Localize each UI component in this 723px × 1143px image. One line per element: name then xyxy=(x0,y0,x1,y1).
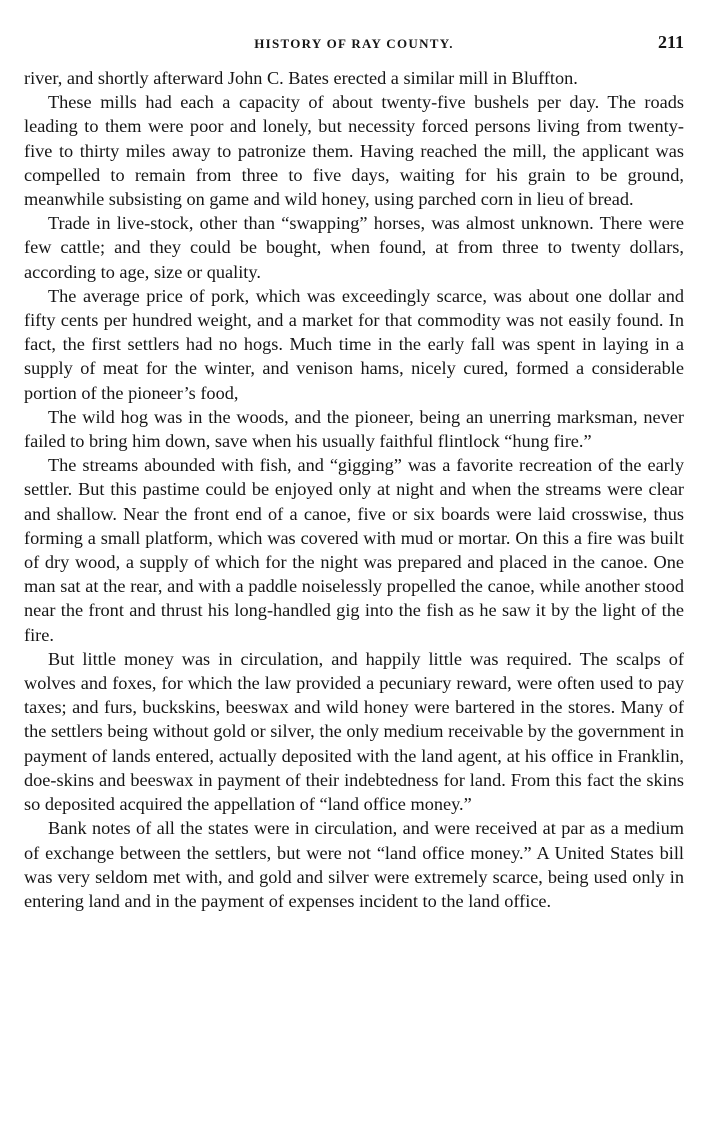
book-page xyxy=(24,30,684,913)
page-header xyxy=(24,30,684,58)
paragraph-5: The wild hog was in the woods, and the pioneer, being an unerring marksman, never failed to bring him down, save when his usually faithful flintlock “hung fire.” xyxy=(24,406,684,452)
paragraph-7: But little money was in circulation, and happily little was required. The scalps of wolves and foxes, for which the law provided a pecuniary reward, were often used to pay taxes; and furs, buckskins, beeswax and wild honey were bartered in the stores. Many of the settlers being without gold or silver, the only medium receivable by the government in payment of lands entered, actually deposited with the land agent, at his office in Franklin, doe-skins and beeswax in payment of their indebtedness for land. From this fact the skins so deposited acquired the appellation of “land office money.” xyxy=(24,648,684,815)
paragraph-8: Bank notes of all the states were in circulation, and were received at par as a medium of exchange between the settlers, but were not “land office money.” A United States bill was very seldom met with, and gold and silver were extremely scarce, being used only in entering land and in the payment of expenses incident to the land office. xyxy=(24,818,684,911)
page-number: 211 xyxy=(657,32,684,52)
running-title: HISTORY OF RAY COUNTY. xyxy=(254,36,454,51)
paragraph-2: These mills had each a capacity of about twenty-five bushels per day. The roads leading to them were poor and lonely, but necessity forced persons living from twenty-five to thirty miles away to patronize them. Having reached the mill, the applicant was compelled to remain from three to five days, waiting for his grain to be ground, meanwhile subsisting on game and wild honey, using parched corn in lieu of bread. xyxy=(24,92,684,210)
paragraph-1: river, and shortly afterward John C. Bates erected a similar mill in Bluffton. xyxy=(24,68,578,88)
paragraph-4: The average price of pork, which was exceedingly scarce, was about one dollar and fifty cents per hundred weight, and a market for that commodity was not easily found. In fact, the first settlers had no hogs. Much time in the early fall was spent in laying in a supply of meat for the winter, and venison hams, nicely cured, formed a considerable portion of the pioneer’s food, xyxy=(24,285,684,403)
paragraph-3: Trade in live-stock, other than “swapping” horses, was almost unknown. There were few cattle; and they could be bought, when found, at from three to twenty dollars, according to age, size or quality. xyxy=(24,213,684,282)
body-text xyxy=(24,66,684,913)
paragraph-6: The streams abounded with fish, and “gigging” was a favorite recreation of the early settler. But this pastime could be enjoyed only at night and when the streams were clear and shallow. Near the front end of a canoe, five or six boards were laid crosswise, thus forming a small platform, which was covered with mud or mortar. On this a fire was built of dry wood, a supply of which for the night was prepared and placed in the canoe. One man sat at the rear, and with a paddle noiselessly propelled the canoe, while another stood near the front and thrust his long-handled gig into the fish as he saw it by the light of the fire. xyxy=(24,455,684,645)
